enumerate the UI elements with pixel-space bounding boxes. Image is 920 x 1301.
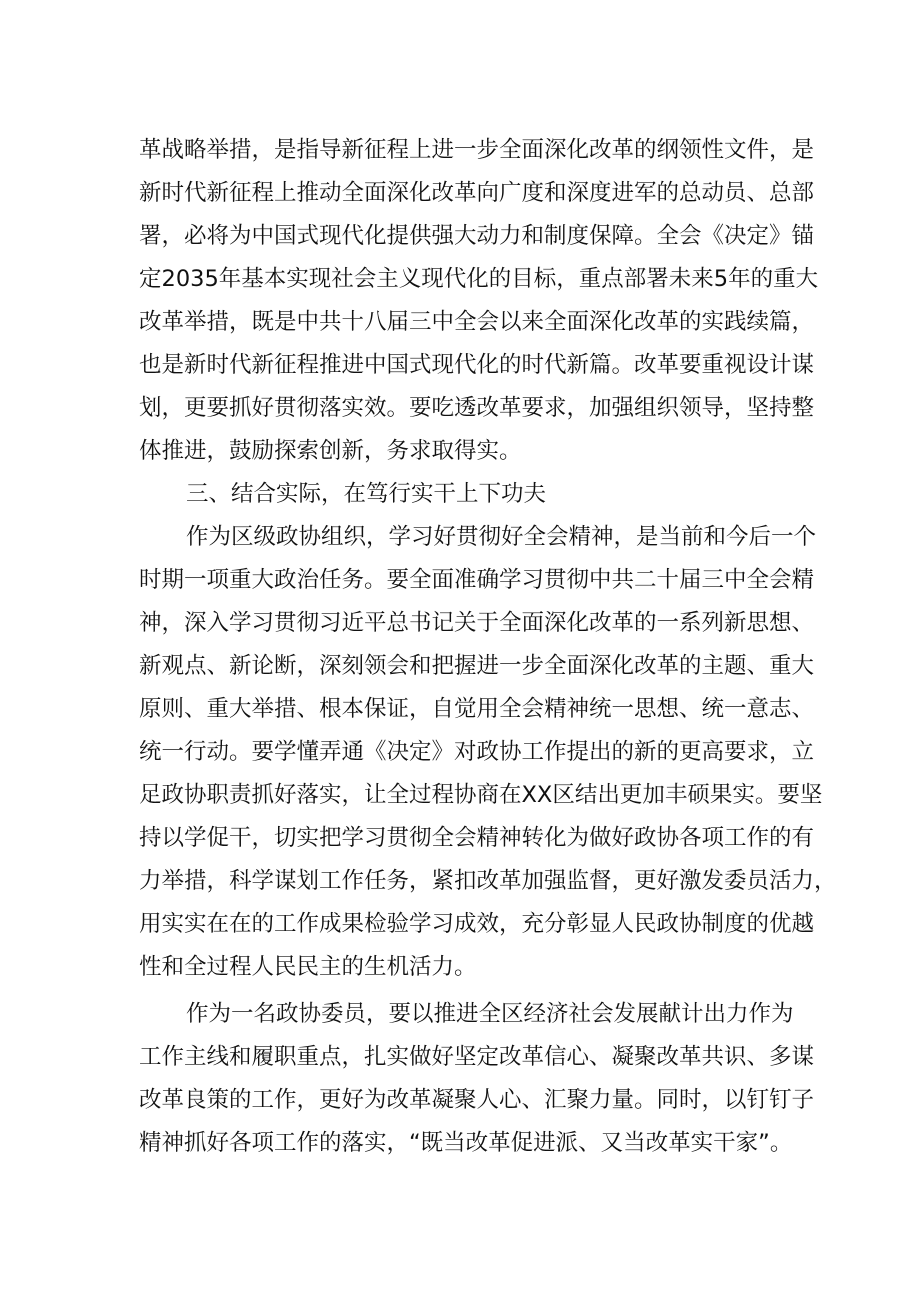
paragraph-line: 原则、重大举措、根本保证，自觉用全会精神统一思想、统一意志、	[139, 696, 815, 722]
paragraph-line: 署，必将为中国式现代化提供强大动力和制度保障。全会《决定》锚	[139, 223, 815, 249]
paragraph-line: 工作主线和履职重点，扎实做好坚定改革信心、凝聚改革共识、多谋	[139, 1044, 815, 1070]
paragraph-line: 足政协职责抓好落实，让全过程协商在XX区结出更加丰硕果实。要坚	[139, 782, 823, 808]
paragraph-line: 作为一名政协委员，要以推进全区经济社会发展献计出力作为	[186, 1001, 794, 1027]
paragraph-line: 改革良策的工作，更好为改革凝聚人心、汇聚力量。同时，以钉钉子	[139, 1087, 815, 1113]
paragraph-line: 性和全过程人民民主的生机活力。	[139, 954, 477, 980]
paragraph-line: 精神抓好各项工作的落实，“既当改革促进派、又当改革实干家”。	[139, 1130, 793, 1156]
paragraph-line: 时期一项重大政治任务。要全面准确学习贯彻中共二十届三中全会精	[139, 567, 815, 593]
paragraph-line: 持以学促干，切实把学习贯彻全会精神转化为做好政协各项工作的有	[139, 825, 815, 851]
paragraph-line: 革战略举措，是指导新征程上进一步全面深化改革的纲领性文件，是	[139, 137, 815, 163]
section-heading: 三、结合实际，在笃行实干上下功夫	[186, 481, 547, 507]
paragraph-line: 体推进，鼓励探索创新，务求取得实。	[139, 438, 522, 464]
paragraph-line: 定2035年基本实现社会主义现代化的目标，重点部署未来5年的重大	[139, 266, 819, 292]
paragraph-line: 新观点、新论断，深刻领会和把握进一步全面深化改革的主题、重大	[139, 653, 815, 679]
paragraph-line: 也是新时代新征程推进中国式现代化的时代新篇。改革要重视设计谋	[139, 352, 815, 378]
paragraph-line: 新时代新征程上推动全面深化改革向广度和深度进军的总动员、总部	[139, 180, 815, 206]
paragraph-line: 神，深入学习贯彻习近平总书记关于全面深化改革的一系列新思想、	[139, 610, 815, 636]
paragraph-line: 改革举措，既是中共十八届三中全会以来全面深化改革的实践续篇，	[139, 309, 815, 335]
paragraph-line: 划，更要抓好贯彻落实效。要吃透改革要求，加强组织领导，坚持整	[139, 395, 815, 421]
paragraph-line: 用实实在在的工作成果检验学习成效，充分彰显人民政协制度的优越	[139, 911, 815, 937]
paragraph-line: 作为区级政协组织，学习好贯彻好全会精神，是当前和今后一个	[186, 524, 817, 550]
paragraph-line: 统一行动。要学懂弄通《决定》对政协工作提出的新的更高要求，立	[139, 739, 815, 765]
paragraph-line: 力举措，科学谋划工作任务，紧扣改革加强监督，更好激发委员活力，	[139, 868, 837, 894]
